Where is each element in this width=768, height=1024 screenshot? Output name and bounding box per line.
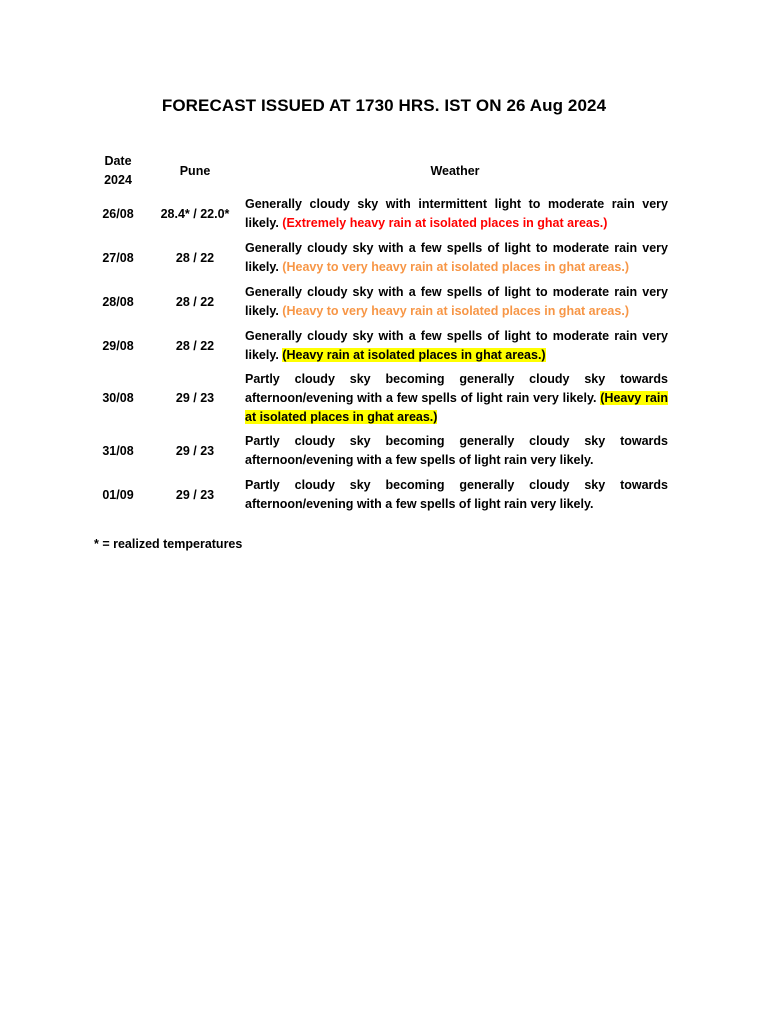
weather-text: Generally cloudy sky with intermittent light to moderate rain very likely. — [245, 197, 668, 230]
row-temperature: 28 / 22 — [175, 250, 215, 265]
weather-text: Partly cloudy sky becoming generally cloudy sky towards afternoon/evening with a few spells of light rain very likely. — [245, 434, 668, 467]
weather-text: Partly cloudy sky becoming generally cloudy sky towards afternoon/evening with a few spells of light rain very likely. — [245, 478, 668, 511]
table-row — [88, 473, 668, 517]
table-row — [88, 192, 668, 236]
row-date: 29/08 — [102, 338, 134, 353]
row-temperature: 28 / 22 — [175, 338, 215, 353]
row-temperature: 28 / 22 — [175, 294, 215, 309]
page-title: FORECAST ISSUED AT 1730 HRS. IST ON 26 Aug 2024 — [161, 96, 607, 115]
footnote: * = realized temperatures — [94, 537, 243, 551]
warning-text: (Extremely heavy rain at isolated places in ghat areas.) — [282, 216, 608, 230]
table-row — [88, 324, 668, 368]
forecast-table — [88, 150, 668, 517]
header-weather: Weather — [430, 163, 480, 178]
header-date-year: 2024 — [104, 173, 132, 187]
table-row — [88, 368, 668, 429]
weather-text: Generally cloudy sky with a few spells of light to moderate rain very likely. — [245, 241, 668, 274]
weather-text: Partly cloudy sky becoming generally cloudy sky towards afternoon/evening with a few spells of light rain very likely. — [245, 372, 668, 405]
header-location: Pune — [179, 163, 211, 178]
warning-text: (Heavy to very heavy rain at isolated places in ghat areas.) — [282, 304, 629, 318]
row-date: 26/08 — [102, 206, 134, 221]
table-row — [88, 280, 668, 324]
header-date-label: Date — [104, 154, 132, 168]
row-weather — [242, 429, 668, 473]
weather-text: Generally cloudy sky with a few spells of light to moderate rain very likely. — [245, 329, 668, 362]
row-weather — [242, 192, 668, 236]
row-temperature: 29 / 23 — [175, 487, 215, 502]
weather-text: Generally cloudy sky with a few spells of light to moderate rain very likely. — [245, 285, 668, 318]
row-date: 28/08 — [102, 294, 134, 309]
row-weather — [242, 473, 668, 517]
warning-text: (Heavy to very heavy rain at isolated places in ghat areas.) — [282, 260, 629, 274]
table-header-row — [88, 150, 668, 192]
table-row — [88, 236, 668, 280]
table-row — [88, 429, 668, 473]
row-date: 27/08 — [102, 250, 134, 265]
row-weather — [242, 280, 668, 324]
warning-text: (Heavy rain at isolated places in ghat areas.) — [282, 348, 546, 362]
row-temperature: 28.4* / 22.0* — [160, 206, 230, 221]
row-temperature: 29 / 23 — [175, 391, 215, 405]
header-date — [88, 150, 148, 192]
row-weather — [242, 324, 668, 368]
warning-text: (Heavy rain at isolated places in ghat areas.) — [245, 391, 668, 424]
row-weather — [242, 236, 668, 280]
row-weather — [242, 368, 668, 429]
row-date: 31/08 — [102, 443, 134, 458]
row-date: 01/09 — [102, 487, 134, 502]
row-temperature: 29 / 23 — [175, 443, 215, 458]
row-date: 30/08 — [102, 391, 134, 405]
